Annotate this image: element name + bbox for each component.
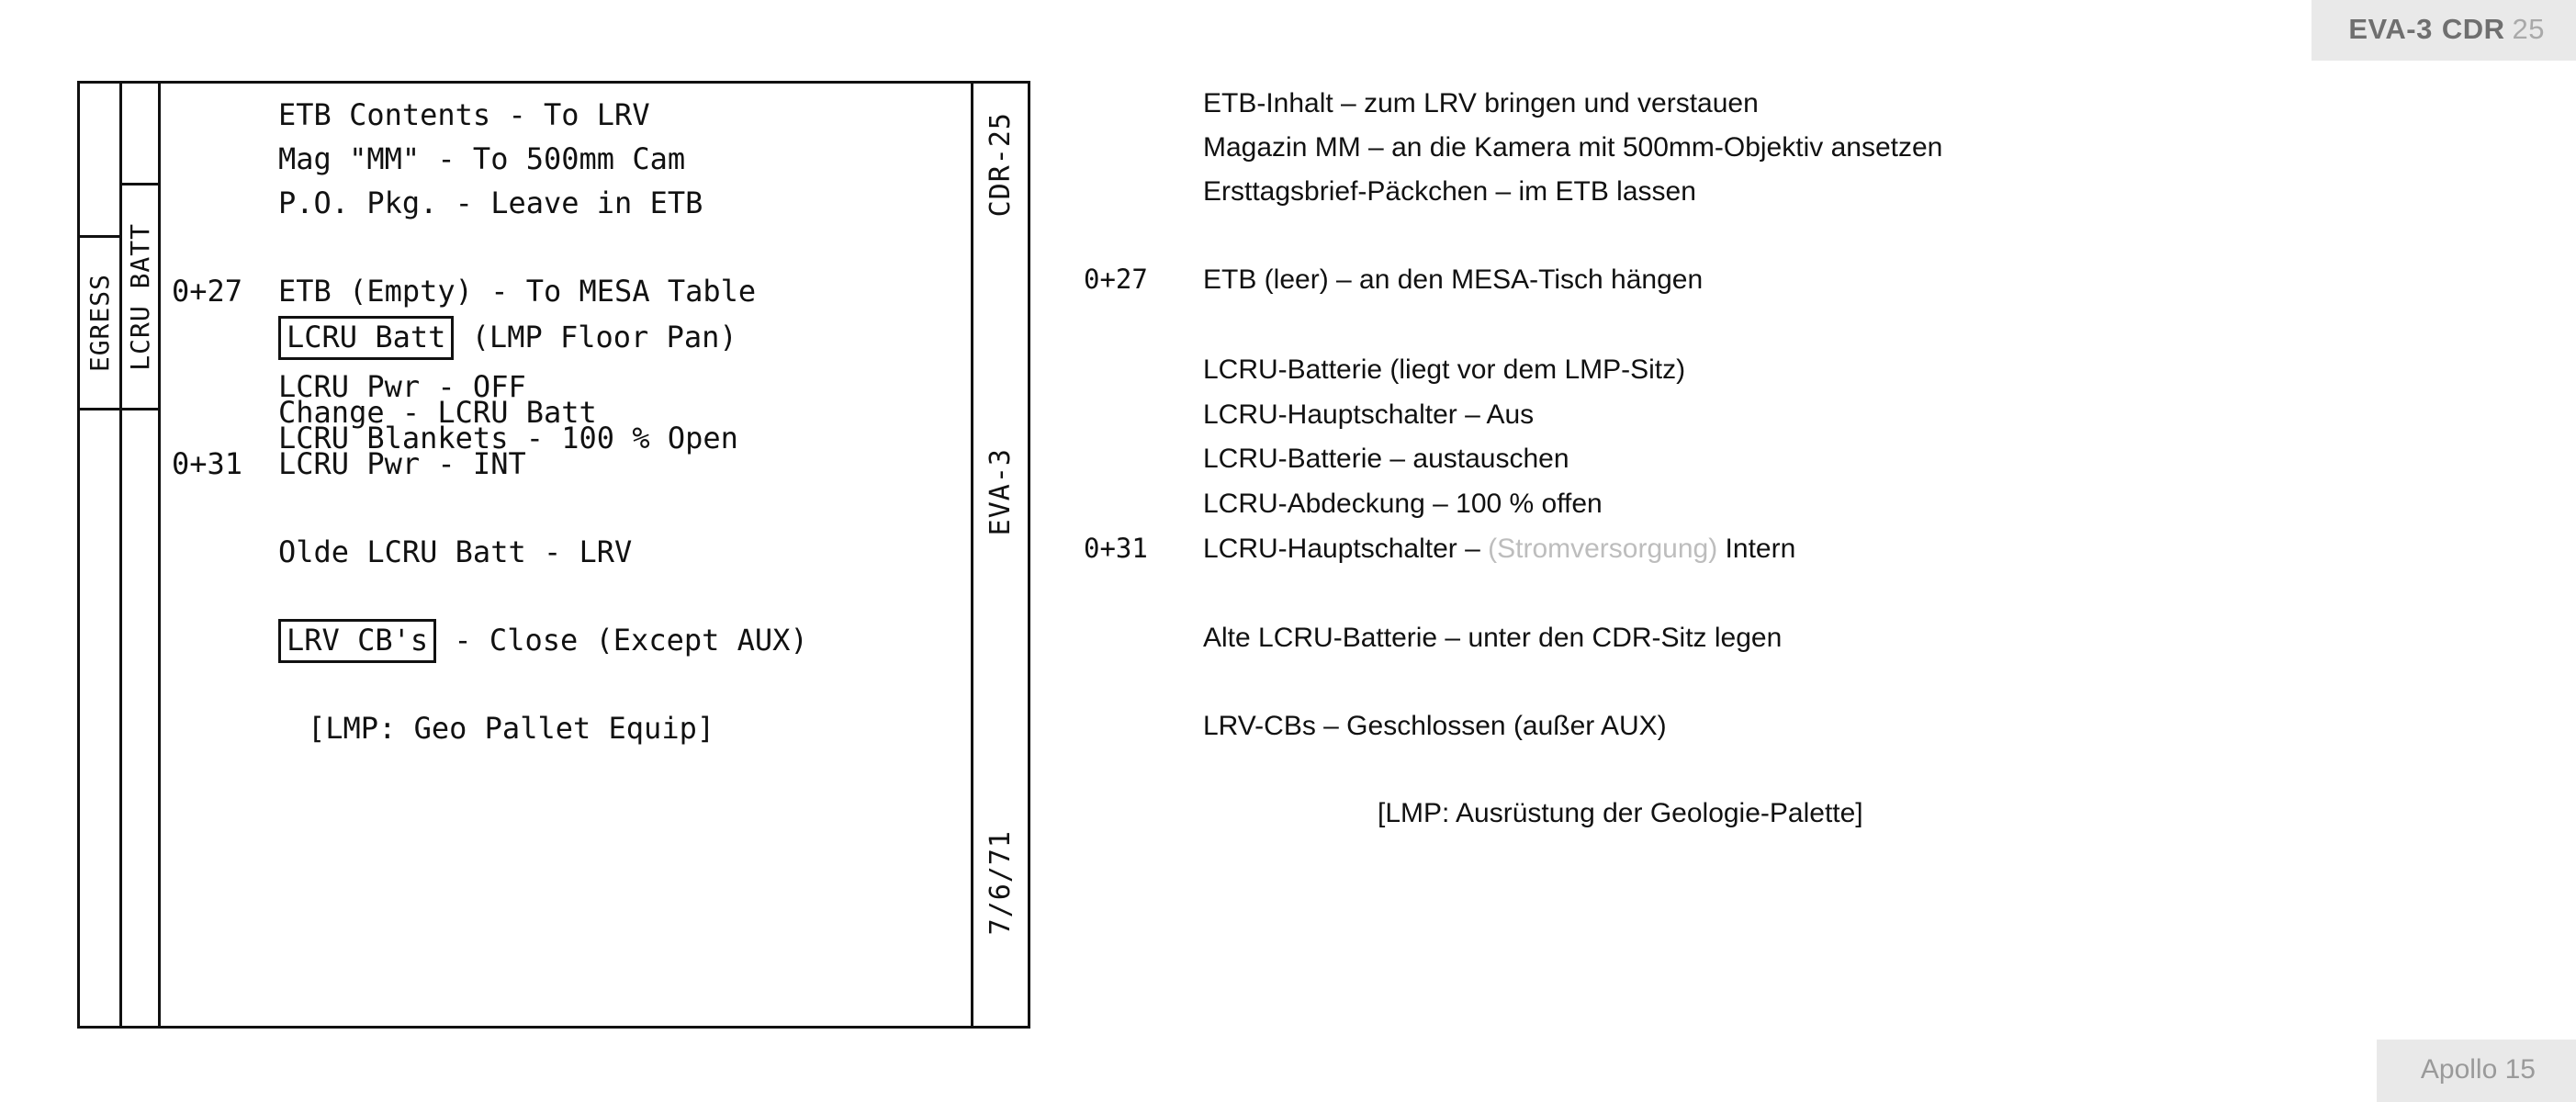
checklist-time-0027: 0+27	[172, 274, 243, 309]
vertical-column-lcru-batt	[122, 84, 161, 1026]
translation-line-9-dim: (Stromversorgung)	[1488, 534, 1718, 564]
corner-tag-cdr: CDR	[2441, 13, 2505, 45]
vertical-label-date: 7/6/71	[984, 829, 1017, 936]
checklist-line-5	[278, 315, 737, 360]
checklist-line-3: P.O. Pkg. - Leave in ETB	[278, 186, 703, 220]
checklist-line-7: Change - LCRU Batt	[278, 395, 597, 430]
vertical-label-cdr-page-cell	[973, 91, 1028, 238]
vertical-label-lcru-batt: LCRU BATT	[125, 222, 155, 371]
mission-tag: Apollo 15	[2377, 1040, 2576, 1102]
vertical-column-egress	[80, 84, 122, 1026]
checklist-line-11	[278, 618, 808, 663]
vertical-label-eva-number-cell	[973, 423, 1028, 561]
vertical-label-eva-number: EVA-3	[984, 448, 1017, 536]
vertical-label-egress-cell	[80, 235, 119, 410]
checklist-line-1: ETB Contents - To LRV	[278, 97, 650, 132]
translation-line-6: LCRU-Hauptschalter – Aus	[1203, 399, 1535, 430]
checklist-line-4: ETB (Empty) - To MESA Table	[278, 274, 757, 309]
checklist-line-12: [LMP: Geo Pallet Equip]	[308, 711, 715, 746]
translation-line-10: Alte LCRU-Batterie – unter den CDR-Sitz legen	[1203, 623, 1783, 653]
vertical-label-cdr-page: CDR-25	[984, 111, 1017, 218]
translation-line-2: Magazin MM – an die Kamera mit 500mm-Objektiv ansetzen	[1203, 132, 1943, 163]
checklist-body	[161, 84, 971, 1026]
translation-line-9-text: LCRU-Hauptschalter –	[1203, 534, 1489, 564]
checklist-line-9: LCRU Pwr - INT	[278, 446, 526, 481]
checklist-page-scan	[77, 81, 1030, 1029]
translation-line-9	[1203, 526, 1795, 571]
corner-tag-eva-cdr	[2312, 0, 2576, 61]
translation-time-0027: 0+27	[1084, 264, 1148, 295]
vertical-label-egress: EGRESS	[84, 273, 115, 373]
corner-tag-page: 25	[2512, 13, 2545, 45]
checklist-line-2: Mag "MM" - To 500mm Cam	[278, 141, 686, 176]
boxed-lrv-cbs: LRV CB's	[278, 619, 436, 663]
translation-line-9-tail	[1717, 534, 1725, 564]
translation-line-12: [LMP: Ausrüstung der Geologie-Palette]	[1378, 798, 1863, 828]
vertical-label-date-cell	[973, 800, 1028, 965]
checklist-line-6: LCRU Pwr - OFF	[278, 369, 526, 404]
boxed-lcru-batt: LCRU Batt	[278, 316, 454, 360]
translation-line-8: LCRU-Abdeckung – 100 % offen	[1203, 489, 1603, 519]
translation-line-9-tail-text: Intern	[1725, 534, 1796, 564]
translation-line-4: ETB (leer) – an den MESA-Tisch hängen	[1203, 264, 1704, 295]
corner-tag-eva: EVA-3	[2348, 13, 2433, 45]
checklist-line-10: Olde LCRU Batt - LRV	[278, 534, 633, 569]
checklist-time-0031: 0+31	[172, 446, 243, 481]
vertical-column-page-ids	[971, 84, 1028, 1026]
checklist-line-5-text: (LMP Floor Pan)	[454, 320, 737, 354]
translation-line-5: LCRU-Batterie (liegt vor dem LMP-Sitz)	[1203, 354, 1686, 385]
translation-line-7: LCRU-Batterie – austauschen	[1203, 444, 1569, 474]
translation-line-11: LRV-CBs – Geschlossen (außer AUX)	[1203, 711, 1667, 741]
translation-line-1: ETB-Inhalt – zum LRV bringen und verstauen	[1203, 88, 1759, 118]
checklist-line-8: LCRU Blankets - 100 % Open	[278, 421, 738, 455]
translation-time-0031: 0+31	[1084, 533, 1148, 564]
translation-line-3: Ersttagsbrief-Päckchen – im ETB lassen	[1203, 176, 1696, 207]
vertical-label-lcru-batt-cell	[122, 183, 158, 410]
checklist-line-11-text: - Close (Except AUX)	[436, 623, 808, 658]
